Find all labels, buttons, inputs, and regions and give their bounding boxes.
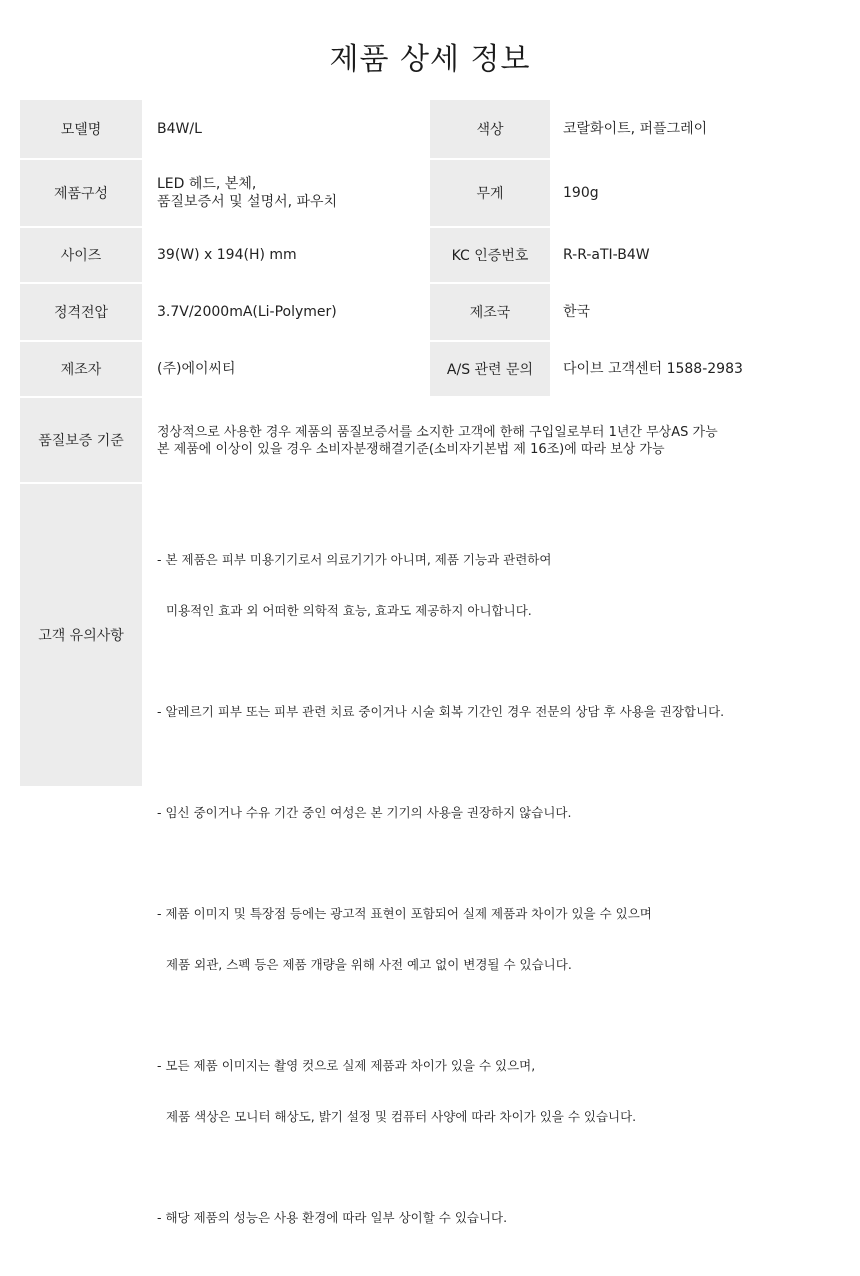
warranty-text bbox=[157, 398, 837, 482]
list-item bbox=[157, 1175, 817, 1260]
notice-line: - 해당 제품의 성능은 사용 환경에 따라 일부 상이할 수 있습니다. bbox=[157, 1210, 508, 1225]
spec-label-voltage: 정격전압 bbox=[20, 284, 142, 340]
notice-line: - 알레르기 피부 또는 피부 관련 치료 중이거나 시술 회복 기간인 경우 전문의 상담 후 사용을 권장합니다. bbox=[157, 704, 725, 719]
spec-value-manufacturer: (주)에이씨티 bbox=[157, 361, 236, 377]
warranty-line: 본 제품에 이상이 있을 경우 소비자분쟁해결기준(소비자기본법 제 16조)에 따라 보상 가능 bbox=[157, 442, 665, 457]
spec-label-as: A/S 관련 문의 bbox=[430, 342, 550, 396]
spec-value-components bbox=[157, 160, 429, 226]
spec-value-components-line1: LED 헤드, 본체, bbox=[157, 176, 257, 192]
spec-label-manufacturer: 제조자 bbox=[20, 342, 142, 396]
spec-label-color: 색상 bbox=[430, 100, 550, 158]
list-item bbox=[157, 669, 817, 754]
notice-line: 제품 색상은 모니터 해상도, 밝기 설정 및 컴퓨터 사양에 따라 차이가 있을 수 있습니다. bbox=[166, 1109, 637, 1124]
spec-label-components: 제품구성 bbox=[20, 160, 142, 226]
list-item bbox=[157, 1023, 817, 1159]
spec-label-model: 모델명 bbox=[20, 100, 142, 158]
spec-label-weight: 무게 bbox=[430, 160, 550, 226]
spec-row-size bbox=[20, 228, 840, 282]
notice-line: - 모든 제품 이미지는 촬영 컷으로 실제 제품과 차이가 있을 수 있으며, bbox=[157, 1058, 536, 1073]
notice-line: 미용적인 효과 외 어떠한 의학적 효능, 효과도 제공하지 아니합니다. bbox=[166, 603, 532, 618]
spec-row-manufacturer bbox=[20, 342, 840, 396]
spec-label-country: 제조국 bbox=[430, 284, 550, 340]
list-item bbox=[157, 770, 817, 855]
warranty-row bbox=[20, 398, 840, 482]
notice-line: - 본 제품은 피부 미용기기로서 의료기기가 아니며, 제품 기능과 관련하여 bbox=[157, 552, 552, 567]
spec-value-model: B4W/L bbox=[157, 121, 202, 137]
warranty-label: 품질보증 기준 bbox=[20, 398, 142, 482]
notices-label: 고객 유의사항 bbox=[20, 484, 142, 786]
spec-value-color: 코랄화이트, 퍼플그레이 bbox=[563, 121, 708, 137]
spec-value-country: 한국 bbox=[563, 304, 591, 320]
spec-row-components bbox=[20, 160, 840, 226]
warranty-line: 정상적으로 사용한 경우 제품의 품질보증서를 소지한 고객에 한해 구입일로부터 1년간 무상AS 가능 bbox=[157, 425, 718, 440]
notices-list bbox=[157, 517, 817, 1276]
spec-value-kc: R-R-aTI-B4W bbox=[563, 247, 650, 263]
list-item bbox=[157, 871, 817, 1007]
list-item bbox=[157, 517, 817, 653]
spec-value-as: 다이브 고객센터 1588-2983 bbox=[563, 361, 743, 377]
notice-line: 제품 외관, 스펙 등은 제품 개량을 위해 사전 예고 없이 변경될 수 있습니다. bbox=[166, 957, 572, 972]
spec-value-components-line2: 품질보증서 및 설명서, 파우치 bbox=[157, 194, 338, 210]
spec-value-voltage: 3.7V/2000mA(Li-Polymer) bbox=[157, 304, 337, 320]
spec-row-model bbox=[20, 100, 840, 158]
notice-line: - 임신 중이거나 수유 기간 중인 여성은 본 기기의 사용을 권장하지 않습니다. bbox=[157, 805, 572, 820]
page-title: 제품 상세 정보 bbox=[329, 42, 531, 77]
spec-row-voltage bbox=[20, 284, 840, 340]
notice-line: - 제품 이미지 및 특장점 등에는 광고적 표현이 포함되어 실제 제품과 차이가 있을 수 있으며 bbox=[157, 906, 652, 921]
spec-label-kc: KC 인증번호 bbox=[430, 228, 550, 282]
spec-value-weight: 190g bbox=[563, 185, 599, 201]
spec-value-size: 39(W) x 194(H) mm bbox=[157, 247, 297, 263]
spec-label-size: 사이즈 bbox=[20, 228, 142, 282]
